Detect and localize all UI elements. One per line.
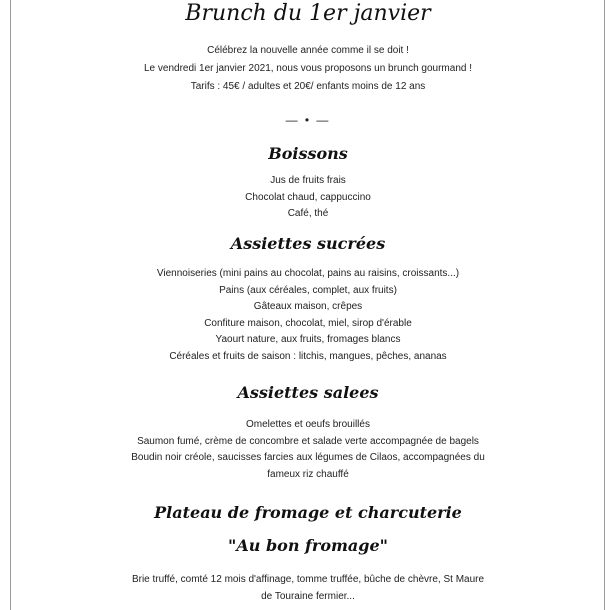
section-subheading-au-bon-fromage: "Au bon fromage" (228, 536, 388, 555)
menu-item: Viennoiseries (mini pains au chocolat, pains au raisins, croissants...) (156, 268, 460, 279)
section-heading-boissons: Boissons (268, 144, 348, 163)
menu-item: Café, thé (287, 208, 329, 220)
page-border-right (604, 0, 605, 610)
intro-block (12, 42, 604, 96)
menu-item: Pains (aux céréales, complet, aux fruits) (219, 284, 397, 296)
menu-title: Brunch du 1er janvier (185, 1, 431, 26)
menu-item: fameux riz chauffé (267, 468, 349, 480)
menu-item: Boudin noir créole, saucisses farcies aux légumes de Cilaos, accompagnées du (131, 452, 485, 464)
section-heading-assiettes-sucrees: Assiettes sucrées (230, 234, 386, 253)
section-heading-plateau-fromage: Plateau de fromage et charcuterie (154, 503, 462, 522)
menu-item: Saumon fumé, crème de concombre et salade verte accompagnée de bagels (137, 435, 479, 447)
menu-item: Gâteaux maison, crêpes (253, 301, 363, 313)
section-items-boissons (12, 173, 604, 223)
menu-document (12, 0, 604, 610)
section-items-assiettes-sucrees (12, 266, 604, 366)
menu-item: Brie truffé, comté 12 mois d'affinage, tomme truffée, bûche de chèvre, St Maure (131, 574, 485, 585)
menu-item: Omelettes et oeufs brouillés (246, 419, 370, 430)
intro-line: Célébrez la nouvelle année comme il se doit ! (207, 45, 409, 56)
menu-item: Chocolat chaud, cappuccino (245, 191, 371, 203)
section-items-assiettes-salees (12, 417, 604, 483)
menu-item: de Touraine fermier... (261, 590, 355, 602)
menu-item: Confiture maison, chocolat, miel, sirop d'érable (204, 317, 412, 329)
menu-item: Céréales et fruits de saison : litchis, mangues, pêches, ananas (169, 350, 447, 362)
menu-item: Yaourt nature, aux fruits, fromages blancs (215, 334, 401, 346)
section-heading-assiettes-salees: Assiettes salees (237, 383, 379, 402)
intro-line: Tarifs : 45€ / adultes et 20€/ enfants moins de 12 ans (190, 81, 426, 92)
intro-line: Le vendredi 1er janvier 2021, nous vous proposons un brunch gourmand ! (144, 63, 472, 74)
section-divider: — • — (285, 113, 331, 127)
section-items-plateau-fromage (12, 572, 604, 605)
menu-item: Jus de fruits frais (270, 175, 346, 186)
page-border-left (10, 0, 11, 610)
